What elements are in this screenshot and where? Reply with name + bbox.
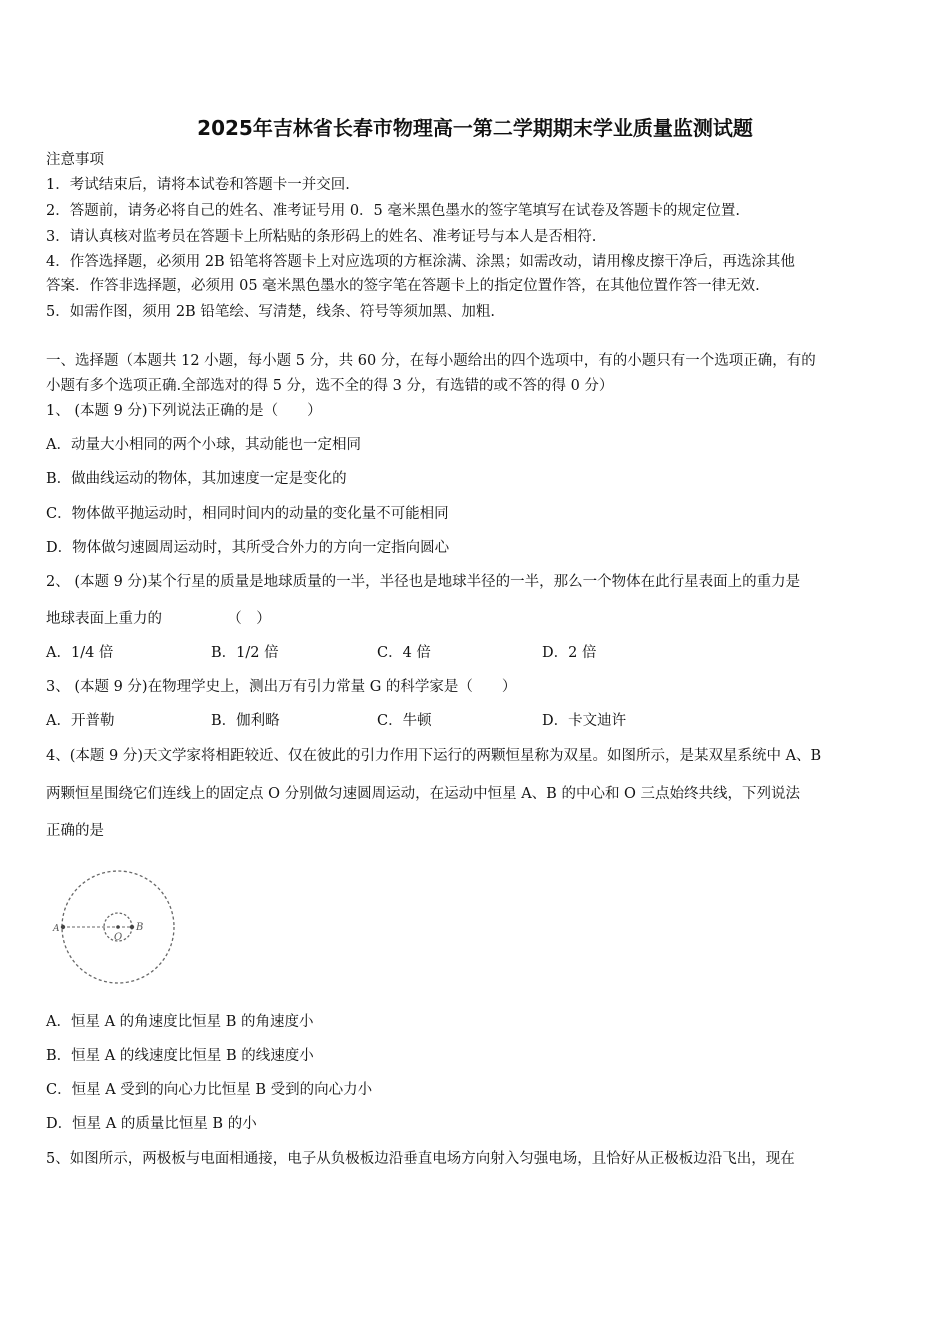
question-2-stem-cont: 地球表面上重力的 （ ） — [46, 611, 271, 627]
label-o: O — [114, 932, 123, 943]
q3-options — [46, 711, 916, 731]
q4-option-b: B．恒星 A 的线速度比恒星 B 的线速度小 — [46, 1048, 314, 1064]
q3-option-c: C．牛顿 — [377, 713, 432, 729]
notice-item: 5．如需作图，须用 2B 铅笔绘、写清楚，线条、符号等须加黑、加粗. — [46, 304, 495, 320]
label-b: B — [136, 922, 144, 933]
question-4-stem-end: 正确的是 — [46, 823, 104, 839]
label-a: A — [53, 924, 60, 934]
star-b — [130, 925, 134, 929]
q2-option-c: C．4 倍 — [377, 645, 431, 661]
q4-option-c: C．恒星 A 受到的向心力比恒星 B 受到的向心力小 — [46, 1082, 373, 1098]
question-1-stem: 1、 (本题 9 分)下列说法正确的是（ ） — [46, 403, 322, 419]
notice-item: 2．答题前，请务必将自己的姓名、准考证号用 0．5 毫米黑色墨水的签字笔填写在试卷及答题卡的规定位置. — [46, 203, 740, 219]
binary-star-figure — [50, 860, 180, 990]
q3-option-a: A．开普勒 — [46, 713, 115, 729]
notice-item: 答案．作答非选择题，必须用 05 毫米黑色墨水的签字笔在答题卡上的指定位置作答，在其他位置作答一律无效. — [46, 278, 760, 294]
section-heading: 一、选择题（本题共 12 小题，每小题 5 分，共 60 分，在每小题给出的四个选项中，有的小题只有一个选项正确，有的 — [46, 353, 816, 369]
q4-option-a: A．恒星 A 的角速度比恒星 B 的角速度小 — [46, 1014, 314, 1030]
notice-item: 1．考试结束后，请将本试卷和答题卡一并交回. — [46, 177, 350, 193]
q4-option-d: D．恒星 A 的质量比恒星 B 的小 — [46, 1116, 257, 1132]
question-3-stem: 3、 (本题 9 分)在物理学史上，测出万有引力常量 G 的科学家是（ ） — [46, 679, 517, 695]
q3-option-b: B．伽利略 — [211, 713, 280, 729]
question-4-stem-cont: 两颗恒星围绕它们连线上的固定点 O 分别做匀速圆周运动，在运动中恒星 A、B 的中心和 O 三点始终共线，下列说法 — [46, 786, 801, 802]
notice-item: 4．作答选择题，必须用 2B 铅笔将答题卡上对应选项的方框涂满、涂黑；如需改动，请用橡皮擦干净后，再选涂其他 — [46, 254, 795, 270]
q2-option-b: B．1/2 倍 — [211, 645, 279, 661]
question-2-stem: 2、 (本题 9 分)某个行星的质量是地球质量的一半，半径也是地球半径的一半，那么一个物体在此行星表面上的重力是 — [46, 574, 801, 590]
page-title: 2025年吉林省长春市物理高一第二学期期末学业质量监测试题 — [197, 116, 753, 140]
q1-option-a: A．动量大小相同的两个小球，其动能也一定相同 — [46, 437, 361, 453]
star-a — [61, 925, 65, 929]
q1-option-b: B．做曲线运动的物体，其加速度一定是变化的 — [46, 471, 347, 487]
center-o — [116, 925, 120, 929]
q3-option-d: D．卡文迪许 — [542, 713, 627, 729]
q1-option-d: D．物体做匀速圆周运动时，其所受合外力的方向一定指向圆心 — [46, 540, 450, 556]
q2-options — [46, 643, 916, 663]
notice-heading: 注意事项 — [46, 152, 104, 168]
question-5-stem: 5、如图所示，两极板与电面相通接，电子从负极板边沿垂直电场方向射入匀强电场，且恰好从正极板边沿飞出，现在 — [46, 1151, 795, 1167]
section-heading-cont: 小题有多个选项正确.全部选对的得 5 分，选不全的得 3 分，有选错的或不答的得 0 分） — [46, 378, 614, 394]
notice-item: 3．请认真核对监考员在答题卡上所粘贴的条形码上的姓名、准考证号与本人是否相符. — [46, 229, 597, 245]
q2-option-a: A．1/4 倍 — [46, 645, 114, 661]
q2-option-d: D．2 倍 — [542, 645, 597, 661]
q1-option-c: C．物体做平抛运动时，相同时间内的动量的变化量不可能相同 — [46, 506, 449, 522]
question-4-stem: 4、(本题 9 分)天文学家将相距较近、仅在彼此的引力作用下运行的两颗恒星称为双星。如图所示，是某双星系统中 A、B — [46, 748, 822, 764]
